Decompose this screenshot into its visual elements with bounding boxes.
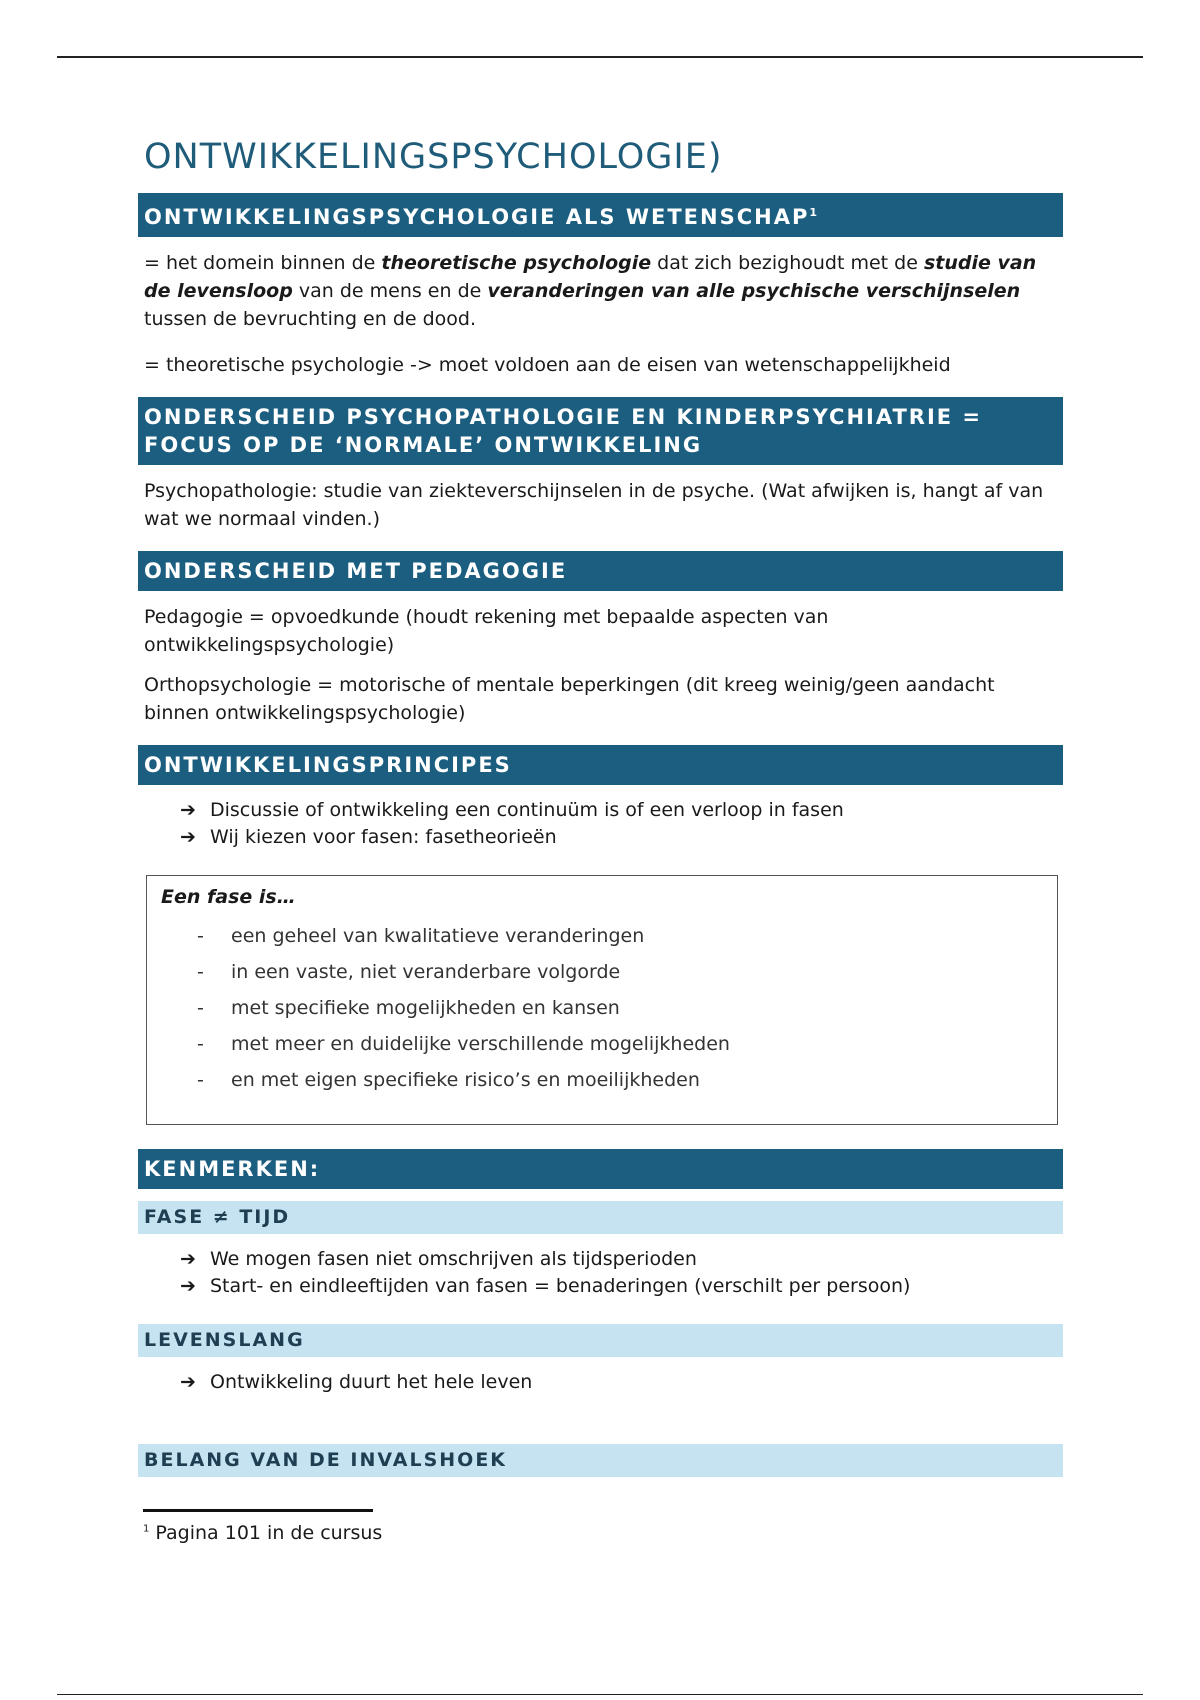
heading-wetenschap: ONTWIKKELINGSPSYCHOLOGIE ALS WETENSCHAP$^1$ xyxy=(138,193,1063,237)
psychopathologie-paragraph: Psychopathologie: studie van ziekteverschijnselen in de psyche. (Wat afwijken is, hangt af van wat we normaal vinden.) xyxy=(144,479,1044,530)
pedagogie-paragraph: Pedagogie = opvoedkunde (houdt rekening met bepaalde aspecten van ontwikkelingspsychologie) xyxy=(144,605,829,656)
list-item: - met meer en duidelijke verschillende mogelijkheden xyxy=(197,1032,730,1055)
principles-list xyxy=(138,797,1063,851)
arrow-icon: ➔ xyxy=(180,1247,196,1270)
heading-kenmerken: KENMERKEN: xyxy=(138,1149,1063,1189)
list-item: ➔ Discussie of ontwikkeling een continuüm is of een verloop in fasen xyxy=(180,797,1063,824)
heading-psychopathologie: ONDERSCHEID PSYCHOPATHOLOGIE EN KINDERPSYCHIATRIE = FOCUS OP DE ‘NORMALE’ ONTWIKKELING xyxy=(138,397,1063,465)
heading-levenslang: LEVENSLANG xyxy=(138,1324,1063,1357)
theory-paragraph: = theoretische psychologie -> moet voldoen aan de eisen van wetenschappelijkheid xyxy=(144,353,951,376)
footnote-ref[interactable]: 1 xyxy=(809,205,819,219)
footer-rule xyxy=(57,1694,1143,1695)
definition-paragraph: = het domein binnen de theoretische psychologie dat zich bezighoudt met de studie van de levensloop van de mens en de veranderingen van alle psychische verschijnselen tussen de bevruchting en de dood. xyxy=(144,251,1037,330)
box-title: Een fase is… xyxy=(161,885,296,908)
levenslang-list xyxy=(138,1369,1063,1396)
orthopsychologie-paragraph: Orthopsychologie = motorische of mentale beperkingen (dit kreeg weinig/geen aandacht binnen ontwikkelingspsychologie) xyxy=(144,673,995,724)
document-body xyxy=(138,138,1063,1544)
arrow-icon: ➔ xyxy=(180,1274,196,1297)
heading-ontwikkelingsprincipes: ONTWIKKELINGSPRINCIPES xyxy=(138,745,1063,785)
heading-invalshoek: BELANG VAN DE INVALSHOEK xyxy=(138,1444,1063,1477)
heading-fase-tijd: FASE ≠ TIJD xyxy=(138,1201,1063,1234)
page-title: ONTWIKKELINGSPSYCHOLOGIE) xyxy=(144,137,723,177)
list-item: ➔ Start- en eindleeftijden van fasen = benaderingen (verschilt per persoon) xyxy=(180,1273,1063,1300)
fase-definition-box xyxy=(146,875,1058,1125)
fase-list xyxy=(161,918,1043,1098)
header-rule xyxy=(57,56,1143,58)
arrow-icon: ➔ xyxy=(180,1370,196,1393)
footnote-separator xyxy=(143,1509,373,1512)
list-item: ➔ Ontwikkeling duurt het hele leven xyxy=(180,1369,1063,1396)
arrow-icon: ➔ xyxy=(180,825,196,848)
list-item: - een geheel van kwalitatieve veranderingen xyxy=(197,924,645,947)
list-item: - in een vaste, niet veranderbare volgorde xyxy=(197,960,621,983)
list-item: - en met eigen specifieke risico’s en moeilijkheden xyxy=(197,1068,700,1091)
list-item: ➔ We mogen fasen niet omschrijven als tijdsperioden xyxy=(180,1246,1063,1273)
footnote: $^1$ Pagina 101 in de cursus xyxy=(143,1521,383,1544)
heading-pedagogie: ONDERSCHEID MET PEDAGOGIE xyxy=(138,551,1063,591)
list-item: ➔ Wij kiezen voor fasen: fasetheorieën xyxy=(180,824,1063,851)
list-item: - met specifieke mogelijkheden en kansen xyxy=(197,996,620,1019)
fase-tijd-list xyxy=(138,1246,1063,1300)
arrow-icon: ➔ xyxy=(180,798,196,821)
